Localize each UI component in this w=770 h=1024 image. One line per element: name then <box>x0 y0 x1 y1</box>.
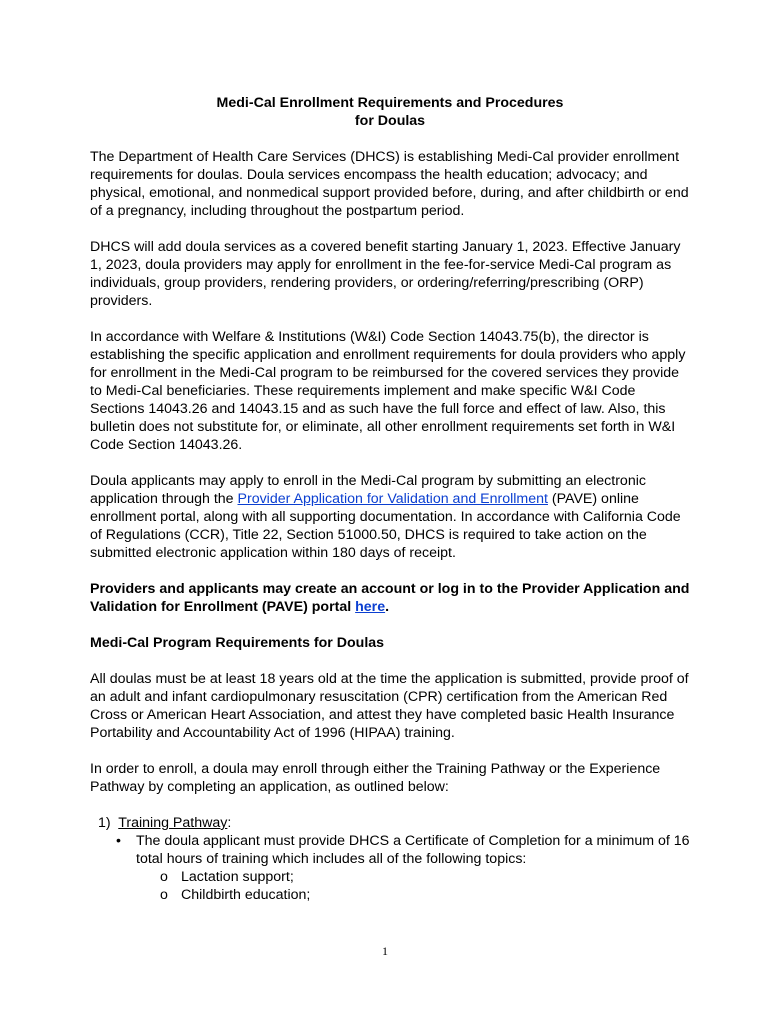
bullet-item <box>90 832 690 868</box>
title-line-1: Medi-Cal Enrollment Requirements and Procedures <box>216 95 564 111</box>
coverage-paragraph: DHCS will add doula services as a covered benefit starting January 1, 2023. Effective January 1, 2023, doula providers may apply for enrollment in the fee-for-service Medi-Cal program as individuals, group providers, rendering providers, or ordering/referring/prescribing (ORP) providers. <box>90 239 681 309</box>
circle-bullet-icon: o <box>160 887 168 903</box>
sub-item-text: Lactation support; <box>181 869 294 885</box>
list-item-training-pathway <box>90 814 690 832</box>
bullet-icon: • <box>116 833 121 849</box>
page-title <box>90 94 690 130</box>
training-pathway-label: Training Pathway <box>118 815 228 831</box>
page-number: 1 <box>382 944 388 958</box>
here-link[interactable]: here <box>355 599 386 615</box>
list-colon: : <box>227 815 232 831</box>
portal-text-before: Providers and applicants may create an account or log in to the Provider Application and Validation for Enrollment (PAVE) portal <box>90 581 690 615</box>
intro-paragraph: The Department of Health Care Services (DHCS) is establishing Medi-Cal provider enrollment requirements for doulas. Doula services encompass the health education; advocacy; and physical, emotional, and nonmedical support provided before, during, and after childbirth or end of a pregnancy, including throughout the postpartum period. <box>90 149 689 219</box>
circle-bullet-icon: o <box>160 869 168 885</box>
application-paragraph <box>90 472 690 562</box>
pave-link[interactable]: Provider Application for Validation and Enrollment <box>237 491 548 507</box>
sub-item <box>90 868 690 886</box>
portal-paragraph <box>90 580 690 616</box>
document-page <box>90 94 690 904</box>
sub-item <box>90 886 690 904</box>
sub-item-text: Childbirth education; <box>181 887 311 903</box>
legal-paragraph: In accordance with Welfare & Institutions (W&I) Code Section 14043.75(b), the director is establishing the specific application and enrollment requirements for doula providers who apply for enrollment in the Medi-Cal program to be reimbursed for the covered services they provide to Medi-Cal beneficiaries. These requirements implement and make specific W&I Code Sections 14043.26 and 14043.15 and as such have the full force and effect of law. Also, this bulletin does not substitute for, or eliminate, all other enrollment requirements set forth in W&I Code Section 14043.26. <box>90 329 686 453</box>
title-line-2: for Doulas <box>354 113 426 129</box>
requirements-paragraph: All doulas must be at least 18 years old at the time the application is submitted, provide proof of an adult and infant cardiopulmonary resuscitation (CPR) certification from the American Red Cross or American Heart Association, and attest they have completed basic Health Insurance Portability and Accountability Act of 1996 (HIPAA) training. <box>90 671 689 741</box>
section-heading: Medi-Cal Program Requirements for Doulas <box>90 635 385 651</box>
portal-text-after: . <box>385 599 390 615</box>
list-number: 1) <box>98 815 111 831</box>
bullet-text: The doula applicant must provide DHCS a Certificate of Completion for a minimum of 16 total hours of training which includes all of the following topics: <box>136 833 690 867</box>
application-text-before: Doula applicants may apply to enroll in the Medi-Cal program by submitting an electronic application through the <box>90 473 646 507</box>
pathway-paragraph: In order to enroll, a doula may enroll through either the Training Pathway or the Experience Pathway by completing an application, as outlined below: <box>90 761 661 795</box>
application-text-after: (PAVE) online enrollment portal, along with all supporting documentation. In accordance with California Code of Regulations (CCR), Title 22, Section 51000.50, DHCS is required to take action on the submitted electronic application within 180 days of receipt. <box>90 491 681 561</box>
